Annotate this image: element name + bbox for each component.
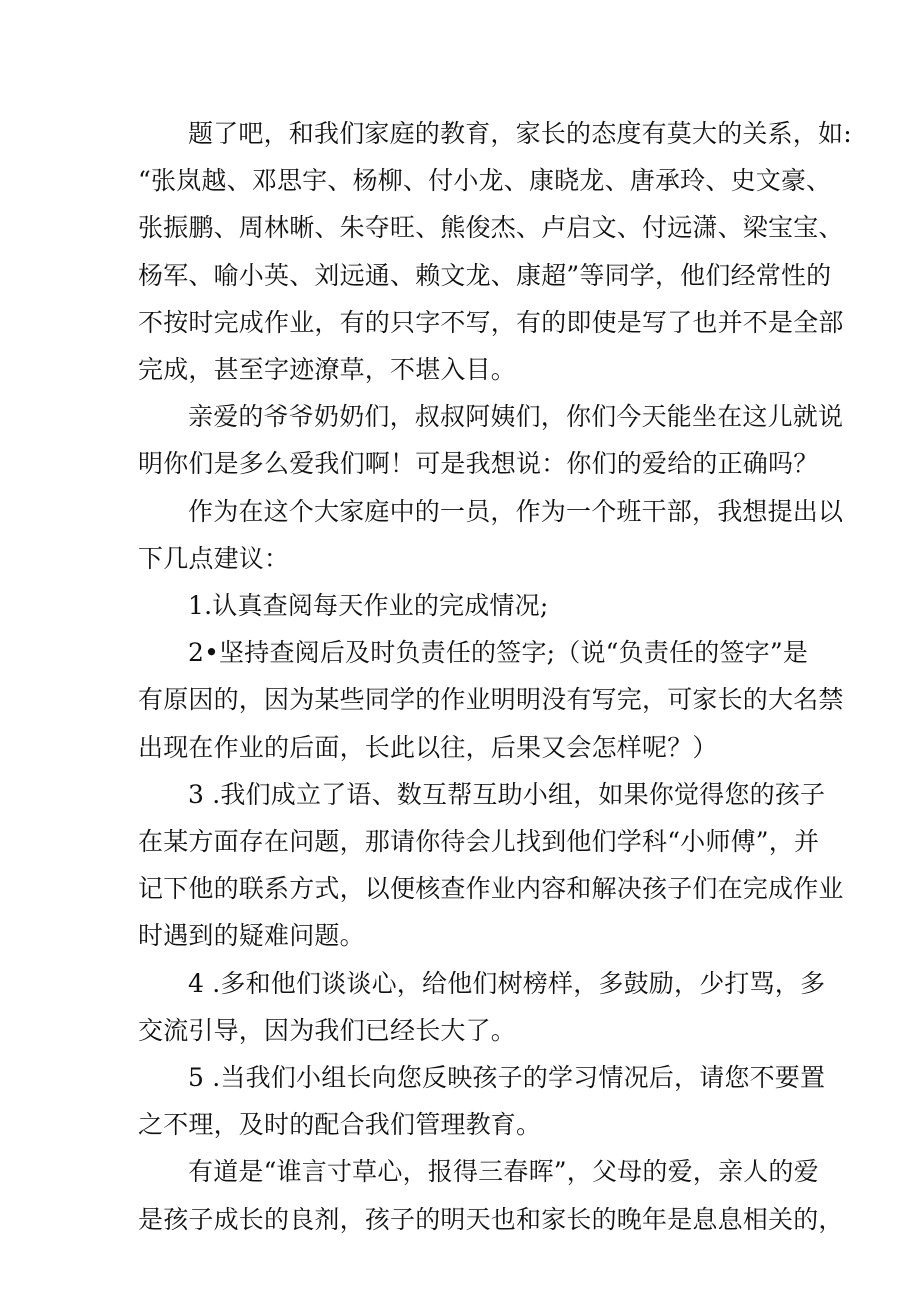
list-item (138, 582, 798, 629)
text-line: 完成，甚至字迹潦草，不堪入目。 (138, 355, 517, 385)
list-item (138, 1054, 826, 1148)
text-line: 作为在这个大家庭中的一员，作为一个班干部，我想提出以 (188, 496, 844, 526)
text-line: 5 .当我们小组长向您反映孩子的学习情况后，请您不要置 (188, 1063, 826, 1093)
text-line: 交流引导，因为我们已经长大了。 (138, 1015, 517, 1045)
paragraph (138, 110, 852, 393)
paragraph (138, 1148, 844, 1242)
text-line: 1.认真查阅每天作业的完成情况; (188, 591, 549, 621)
text-line: 题了吧，和我们家庭的教育，家长的态度有莫大的关系，如: (188, 119, 852, 148)
paragraph (138, 393, 844, 487)
text-line: 亲爱的爷爷奶奶们，叔叔阿姨们，你们今天能坐在这儿就说 (188, 402, 844, 432)
text-line: 不按时完成作业，有的只字不写，有的即使是写了也并不是全部 (138, 307, 844, 337)
text-line: 有原因的，因为某些同学的作业明明没有写完，可家长的大名禁 (138, 685, 844, 715)
text-line: 有道是“谁言寸草心，报得三春晖”，父母的爱，亲人的爱 (188, 1157, 819, 1187)
list-item (138, 629, 844, 771)
text-line: 杨军、喻小英、刘远通、赖文龙、康超”等同学，他们经常性的 (138, 260, 832, 290)
text-line: 在某方面存在问题，那请你待会儿找到他们学科“小师傅”，并 (138, 827, 820, 857)
text-line: 张振鹏、周林晰、朱夺旺、熊俊杰、卢启文、付远潇、梁宝宝、 (138, 213, 844, 243)
text-line: 时遇到的疑难问题。 (138, 921, 365, 951)
text-line: 是孩子成长的良剂，孩子的明天也和家长的晚年是息息相关的， (138, 1204, 844, 1234)
body-text (138, 110, 852, 1243)
text-line: 之不理，及时的配合我们管理教育。 (138, 1110, 542, 1140)
text-line: “张岚越、邓思宇、杨柳、付小龙、康晓龙、唐承玲、史文豪、 (138, 166, 832, 196)
paragraph (138, 488, 844, 582)
text-line: 4 .多和他们谈谈心，给他们树榜样，多鼓励，少打骂，多 (188, 968, 826, 998)
text-line: 下几点建议： (138, 543, 290, 573)
text-line: 3 .我们成立了语、数互帮互助小组，如果你觉得您的孩子 (188, 779, 826, 809)
text-line: 出现在作业的后面，长此以往，后果又会怎样呢？） (138, 732, 718, 762)
text-line: 明你们是多么爱我们啊！可是我想说：你们的爱给的正确吗？ (138, 449, 819, 479)
text-line: 2•坚持查阅后及时负责任的签字;（说“负责任的签字”是 (188, 638, 809, 668)
list-item (138, 960, 826, 1054)
text-line: 记下他的联系方式，以便核查作业内容和解决孩子们在完成作业 (138, 874, 844, 904)
list-item (138, 771, 844, 960)
